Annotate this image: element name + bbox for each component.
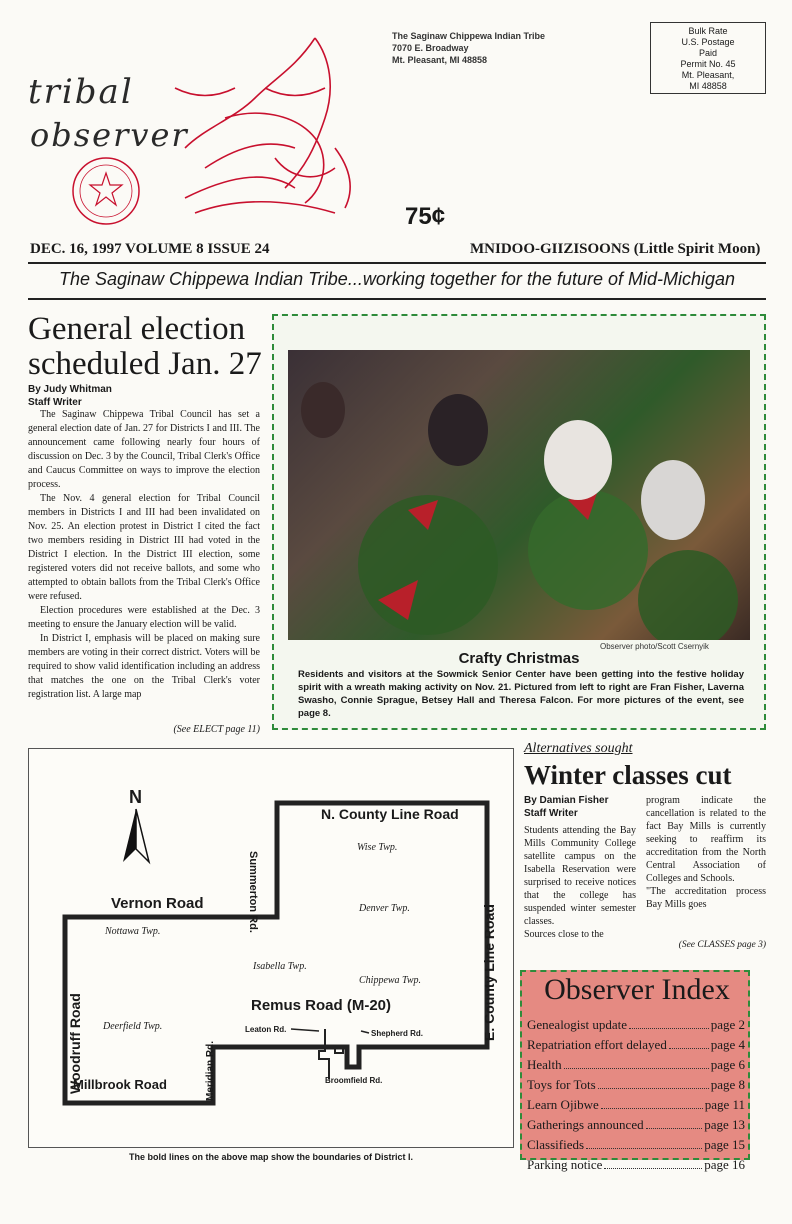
winter-headline: Winter classes cut — [524, 760, 732, 790]
publisher-address — [392, 30, 545, 66]
index-item-title: Genealogist update — [527, 1017, 627, 1032]
index-item-page: page 11 — [704, 1097, 745, 1112]
election-headline: General election scheduled Jan. 27 — [28, 311, 262, 382]
winter-body-col2 — [646, 794, 766, 911]
byline-role: Staff Writer — [524, 808, 578, 819]
leader-dots — [629, 1015, 709, 1029]
leader-dots — [601, 1095, 703, 1109]
election-body — [28, 408, 260, 702]
index-item-page: page 6 — [710, 1057, 745, 1072]
bulk-rate-line: Bulk Rate — [688, 26, 728, 36]
winter-byline — [524, 794, 608, 820]
leader-dots — [564, 1055, 709, 1069]
moon-name: MNIDOO-GIIZISOONS (Little Spirit Moon) — [470, 241, 761, 257]
index-item[interactable] — [527, 1155, 745, 1175]
bulk-rate-line: Permit No. 45 — [680, 59, 736, 69]
winter-kicker: Alternatives sought — [524, 741, 633, 756]
summerton-road-label: Summerton Rd. — [247, 851, 259, 933]
e-county-line-road-label: E. County Line Road — [481, 904, 497, 1041]
tribal-seal-icon — [70, 155, 142, 227]
paragraph: "The accreditation process Bay Mills goes — [646, 886, 766, 910]
leader-dots — [669, 1035, 709, 1049]
index-item-title: Toys for Tots — [527, 1077, 596, 1092]
byline-author: By Judy Whitman — [28, 384, 112, 395]
byline-role: Staff Writer — [28, 397, 82, 408]
township-label: Wise Twp. — [357, 842, 398, 853]
eagle-drawing-icon — [165, 28, 385, 228]
wreath-making-photo — [288, 350, 750, 640]
index-item[interactable] — [527, 1015, 745, 1035]
index-item-title: Gatherings announced — [527, 1117, 644, 1132]
bulk-rate-line: Paid — [698, 48, 717, 58]
meridian-road-label: Meridian Rd. — [205, 1040, 216, 1101]
winter-body-col1 — [524, 824, 636, 941]
township-label: Chippewa Twp. — [359, 975, 422, 986]
index-item-title: Repatriation effort delayed — [527, 1037, 667, 1052]
leader-dots — [586, 1135, 702, 1149]
index-item[interactable] — [527, 1115, 745, 1135]
divider — [28, 262, 766, 264]
election-continued-link[interactable]: (See ELECT page 11) — [173, 724, 260, 735]
index-item[interactable] — [527, 1055, 745, 1075]
index-item-page: page 16 — [704, 1157, 745, 1172]
north-arrow-icon — [121, 807, 151, 867]
index-item[interactable] — [527, 1035, 745, 1055]
paragraph: The Saginaw Chippewa Tribal Council has set a general election date of Jan. 27 for Districts I and III. The announcement came following nearly four hours of discussion on Dec. 3 by the Council, Tribal Clerk's Office and Caucus Committee on ways to improve the election process. — [28, 409, 260, 490]
district-map — [28, 748, 514, 1148]
masthead-title-line2: observer — [30, 116, 189, 154]
leader-dots — [646, 1115, 703, 1129]
paragraph: The Nov. 4 general election for Tribal Council members in Districts I and III had been invalidated on Nov. 25. An election protest in District I cited the fact two members residing in District III had voted in the District I election. In the District III election, some registered voters did not receive ballots, and some who attempted to obtain ballots from the Tribal Clerk's Office were refused. — [28, 493, 260, 602]
index-item-page: page 4 — [710, 1037, 745, 1052]
masthead-title-line1: tribal — [28, 72, 134, 112]
bulk-rate-line: U.S. Postage — [681, 37, 735, 47]
address-line: The Saginaw Chippewa Indian Tribe — [392, 31, 546, 41]
tagline: The Saginaw Chippewa Indian Tribe...working together for the future of Mid-Michigan — [58, 269, 736, 289]
n-county-line-road-label: N. County Line Road — [321, 806, 459, 822]
vernon-road-label: Vernon Road — [111, 895, 204, 912]
index-item-page: page 13 — [704, 1117, 745, 1132]
index-item-title: Parking notice — [527, 1157, 603, 1172]
leader-dots — [598, 1075, 709, 1089]
remus-road-label: Remus Road (M-20) — [251, 997, 392, 1014]
byline-author: By Damian Fisher — [524, 795, 609, 806]
north-label: N — [129, 787, 142, 807]
index-list — [527, 1015, 745, 1175]
photo-caption: Residents and visitors at the Sowmick Senior Center have been getting into the festive holiday spirit with a wreath making activity on Nov. 21. Pictured from left to right are Fran Fisher, Laverna Swasho, Connie Sprague, Betsey Hall and Theresa Falcon. For more pictures of the event, see page 8. — [298, 669, 744, 719]
paragraph: Students attending the Bay Mills Community College satellite campus on the Isabella Reservation were surprised to receive notices that the college has suspended winter semester classes. — [524, 825, 636, 927]
paragraph: Sources close to the — [524, 929, 604, 940]
township-label: Nottawa Twp. — [105, 926, 161, 937]
issue-dateline: DEC. 16, 1997 VOLUME 8 ISSUE 24 — [30, 241, 270, 257]
paragraph: Election procedures were established at the Dec. 3 meeting to ensure the January election will be valid. — [28, 605, 260, 630]
election-byline — [28, 383, 112, 409]
index-item[interactable] — [527, 1095, 745, 1115]
index-item-page: page 15 — [704, 1137, 745, 1152]
index-item-page: page 2 — [710, 1017, 745, 1032]
paragraph: program indicate the cancellation is related to the fact Bay Mills is currently seeking to reaffirm its accreditation from the North Central Association of Colleges and Schools. — [646, 795, 766, 884]
photo-credit: Observer photo/Scott Csernyik — [600, 642, 709, 651]
bulk-rate-line: Mt. Pleasant, — [681, 70, 735, 80]
index-item-title: Health — [527, 1057, 562, 1072]
woodruff-road-label: Woodruff Road — [67, 993, 83, 1094]
index-item-page: page 8 — [710, 1077, 745, 1092]
address-line: Mt. Pleasant, MI 48858 — [392, 55, 488, 65]
winter-continued-link[interactable]: (See CLASSES page 3) — [678, 940, 766, 950]
shepherd-road-label: Shepherd Rd. — [371, 1029, 424, 1038]
index-item-title: Classifieds — [527, 1137, 585, 1152]
photo-illustration — [288, 350, 750, 640]
photo-caption-title: Crafty Christmas — [458, 650, 580, 667]
paragraph: In District I, emphasis will be placed on making sure members are voting in their correct district. Voters will be required to show valid identification including an address that matches the one on the Tribal Clerk's voter registration list. A large map — [28, 633, 260, 700]
township-label: Deerfield Twp. — [103, 1021, 163, 1032]
divider — [28, 298, 766, 300]
index-title: Observer Index — [544, 973, 730, 1006]
index-item[interactable] — [527, 1075, 745, 1095]
township-label: Isabella Twp. — [253, 961, 307, 972]
township-label: Denver Twp. — [359, 903, 410, 914]
leaton-road-label: Leaton Rd. — [245, 1025, 287, 1034]
map-caption: The bold lines on the above map show the boundaries of District I. — [128, 1152, 414, 1162]
bulk-rate-line: MI 48858 — [689, 81, 727, 91]
address-line: 7070 E. Broadway — [392, 43, 469, 53]
leader-dots — [604, 1155, 702, 1169]
index-item-title: Learn Ojibwe — [527, 1097, 599, 1112]
bulk-rate-postage-box — [650, 22, 766, 94]
cover-price: 75¢ — [405, 203, 446, 230]
broomfield-road-label: Broomfield Rd. — [325, 1076, 383, 1085]
index-item[interactable] — [527, 1135, 745, 1155]
millbrook-road-label: Millbrook Road — [73, 1077, 167, 1092]
